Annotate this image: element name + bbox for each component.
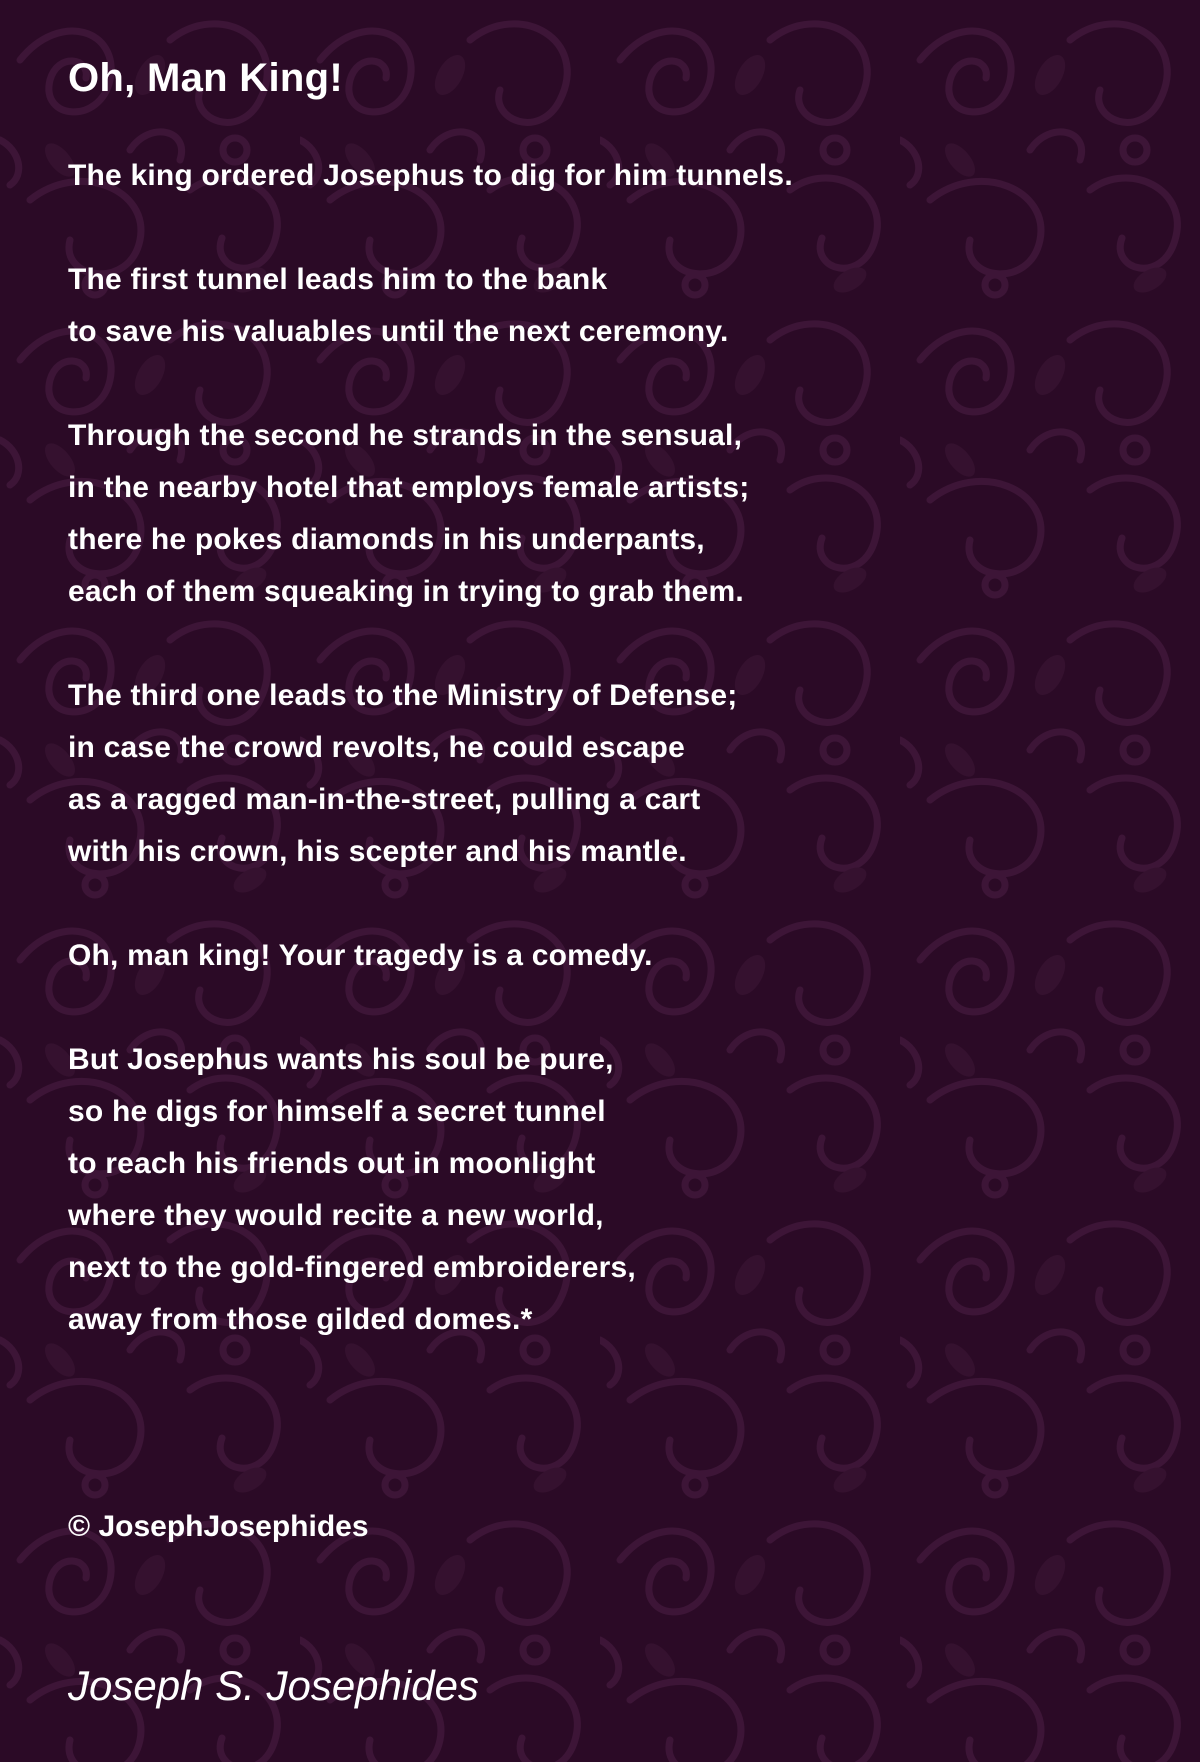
poem-line: each of them squeaking in trying to grab them. (68, 575, 744, 608)
poem-line: so he digs for himself a secret tunnel (68, 1095, 606, 1128)
poem-line: The king ordered Josephus to dig for him tunnels. (68, 159, 793, 192)
poem-line: away from those gilded domes.* (68, 1303, 533, 1336)
author-name: Joseph S. Josephides (68, 1662, 479, 1709)
poem-body (68, 150, 1148, 1398)
poem-title: Oh, Man King! (68, 56, 343, 100)
poem-line: to reach his friends out in moonlight (68, 1147, 596, 1180)
poem-line: But Josephus wants his soul be pure, (68, 1043, 614, 1076)
stanza (68, 410, 1148, 618)
poem-line: The third one leads to the Ministry of Defense; (68, 679, 738, 712)
poem-line: in case the crowd revolts, he could escape (68, 731, 685, 764)
poem-line: Oh, man king! Your tragedy is a comedy. (68, 939, 653, 972)
poem-line: as a ragged man-in-the-street, pulling a cart (68, 783, 701, 816)
stanza (68, 930, 1148, 982)
stanza (68, 670, 1148, 878)
poem-line: there he pokes diamonds in his underpants, (68, 523, 705, 556)
stanza (68, 254, 1148, 358)
poem-line: The first tunnel leads him to the bank (68, 263, 608, 296)
poem-line: to save his valuables until the next ceremony. (68, 315, 729, 348)
poem-line: where they would recite a new world, (68, 1199, 604, 1232)
poem-line: with his crown, his scepter and his mantle. (68, 835, 687, 868)
poem-line: next to the gold-fingered embroiderers, (68, 1251, 636, 1284)
poem-line: Through the second he strands in the sensual, (68, 419, 743, 452)
poem-line: in the nearby hotel that employs female artists; (68, 471, 750, 504)
copyright-notice: © JosephJosephides (68, 1510, 369, 1543)
stanza (68, 1034, 1148, 1346)
stanza (68, 150, 1148, 202)
